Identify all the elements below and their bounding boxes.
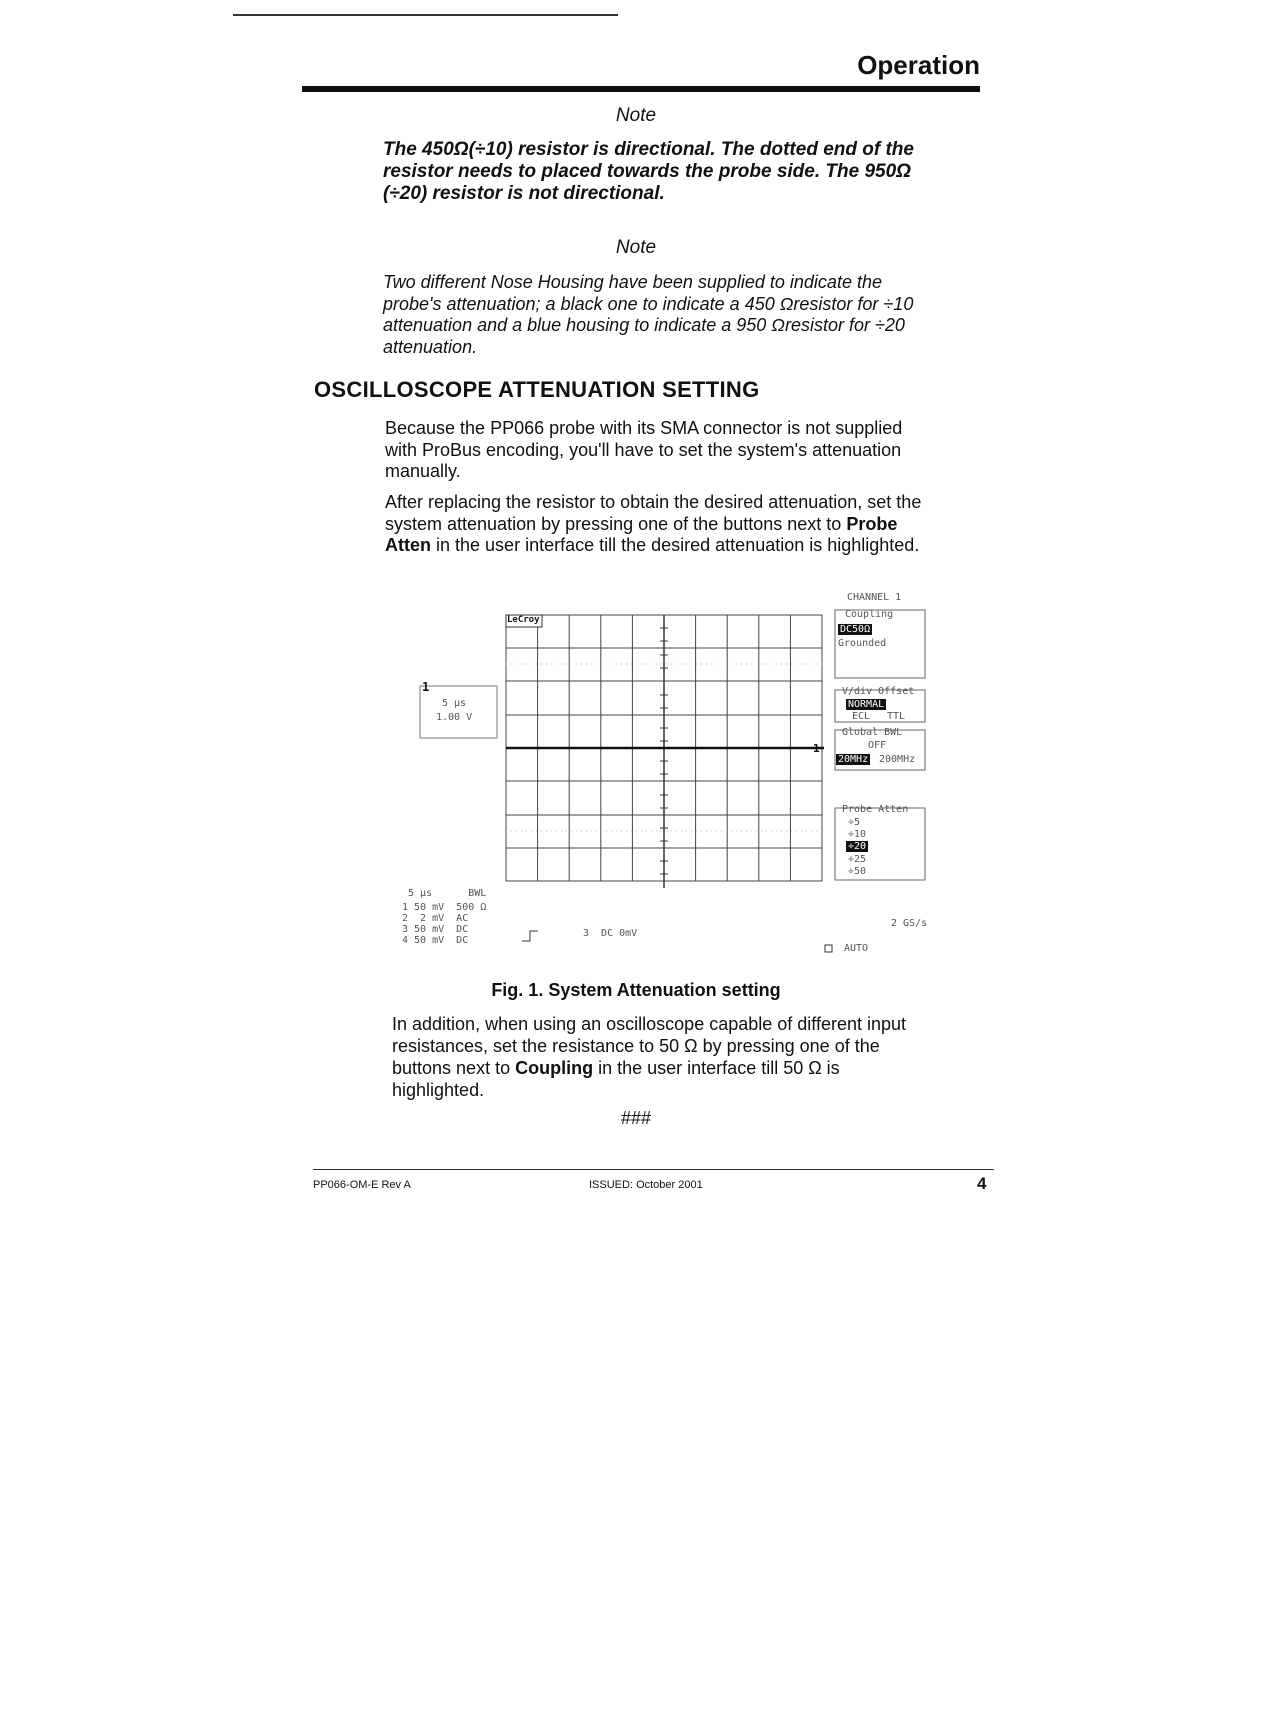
trace-marker: 1 (813, 742, 820, 755)
coupling-label: Coupling (845, 609, 894, 620)
brand-label: LeCroy (507, 615, 540, 625)
top-rule (233, 14, 618, 16)
channel-readout: 2 2 mV AC (402, 913, 469, 924)
volts-readout: 1.00 V (436, 712, 473, 723)
trigger-symbol (522, 931, 538, 941)
header-rule (302, 86, 980, 92)
footer-rule (313, 1169, 994, 1170)
bwl-label: Global BWL (842, 727, 903, 738)
note-title: Note (615, 105, 657, 126)
note-1-text: The 450Ω(÷10) resistor is directional. The dotted end of the resistor needs to placed towards the probe side. The 950Ω (÷20) resistor is not directional. (383, 139, 914, 204)
vdiv-label: V/div Offset (842, 686, 915, 697)
vdiv-option-ttl[interactable]: TTL (887, 711, 906, 722)
section-header: Operation (857, 50, 980, 80)
vdiv-option-ecl[interactable]: ECL (852, 711, 871, 722)
bwl-option-selected[interactable]: 20MHz (838, 754, 869, 765)
note-2-text: Two different Nose Housing have been supplied to indicate the probe's attenuation; a black one to indicate a 450 Ωresistor for ÷10 attenuation and a blue housing to indicate a 950 Ωresistor for ÷20 attenuation. (383, 272, 914, 357)
mode-readout: AUTO (844, 943, 869, 954)
channel-readout: 4 50 mV DC (402, 935, 469, 946)
oscilloscope-figure (400, 588, 940, 968)
bwl-option-200mhz[interactable]: 200MHz (879, 754, 916, 765)
probe-atten-option-selected[interactable]: ÷20 (848, 841, 867, 852)
figure-caption: Fig. 1. System Attenuation setting (491, 980, 781, 1000)
bottom-timebase-bwl: 5 µs BWL (408, 888, 487, 899)
footer-doc-id: PP066-OM-E Rev A (313, 1179, 411, 1191)
probe-atten-option[interactable]: ÷25 (848, 854, 867, 865)
coupling-option-selected[interactable]: DC50Ω (840, 624, 871, 635)
section-title: OSCILLOSCOPE ATTENUATION SETTING (314, 377, 760, 402)
sample-rate-readout: 2 GS/s (891, 918, 928, 929)
probe-atten-option[interactable]: ÷10 (848, 829, 867, 840)
note-title: Note (615, 237, 657, 258)
channel-title: CHANNEL 1 (847, 592, 902, 603)
footer-issued: ISSUED: October 2001 (589, 1179, 703, 1191)
end-mark: ### (620, 1108, 652, 1128)
probe-atten-option[interactable]: ÷5 (848, 817, 861, 828)
bwl-option-off[interactable]: OFF (868, 740, 887, 751)
channel-marker: 1 (422, 680, 430, 694)
channel-readout: 3 50 mV DC (402, 924, 469, 935)
channel-readout: 1 50 mV 500 Ω (402, 902, 487, 913)
page-number: 4 (977, 1174, 987, 1193)
probe-atten-option[interactable]: ÷50 (848, 866, 867, 877)
paragraph-3: In addition, when using an oscilloscope capable of different input resistances, set the resistance to 50 Ω by pressing one of the buttons next to Coupling in the user interface till 50 Ω is highlighted. (392, 1014, 907, 1100)
auto-indicator-square (825, 945, 832, 952)
vdiv-option-selected[interactable]: NORMAL (848, 699, 885, 710)
paragraph-2: After replacing the resistor to obtain the desired attenuation, set the system attenuation by pressing one of the buttons next to Probe Atten in the user interface till the desired attenuation is highlighted. (385, 492, 922, 555)
probe-atten-label: Probe Atten (842, 804, 909, 815)
timebase-readout: 5 µs (442, 698, 467, 709)
coupling-option-grounded[interactable]: Grounded (838, 638, 887, 649)
paragraph-1: Because the PP066 probe with its SMA connector is not supplied with ProBus encoding, you'll have to set the system's attenuation manually. (385, 418, 903, 481)
trigger-readout: 3 DC 0mV (583, 928, 638, 939)
